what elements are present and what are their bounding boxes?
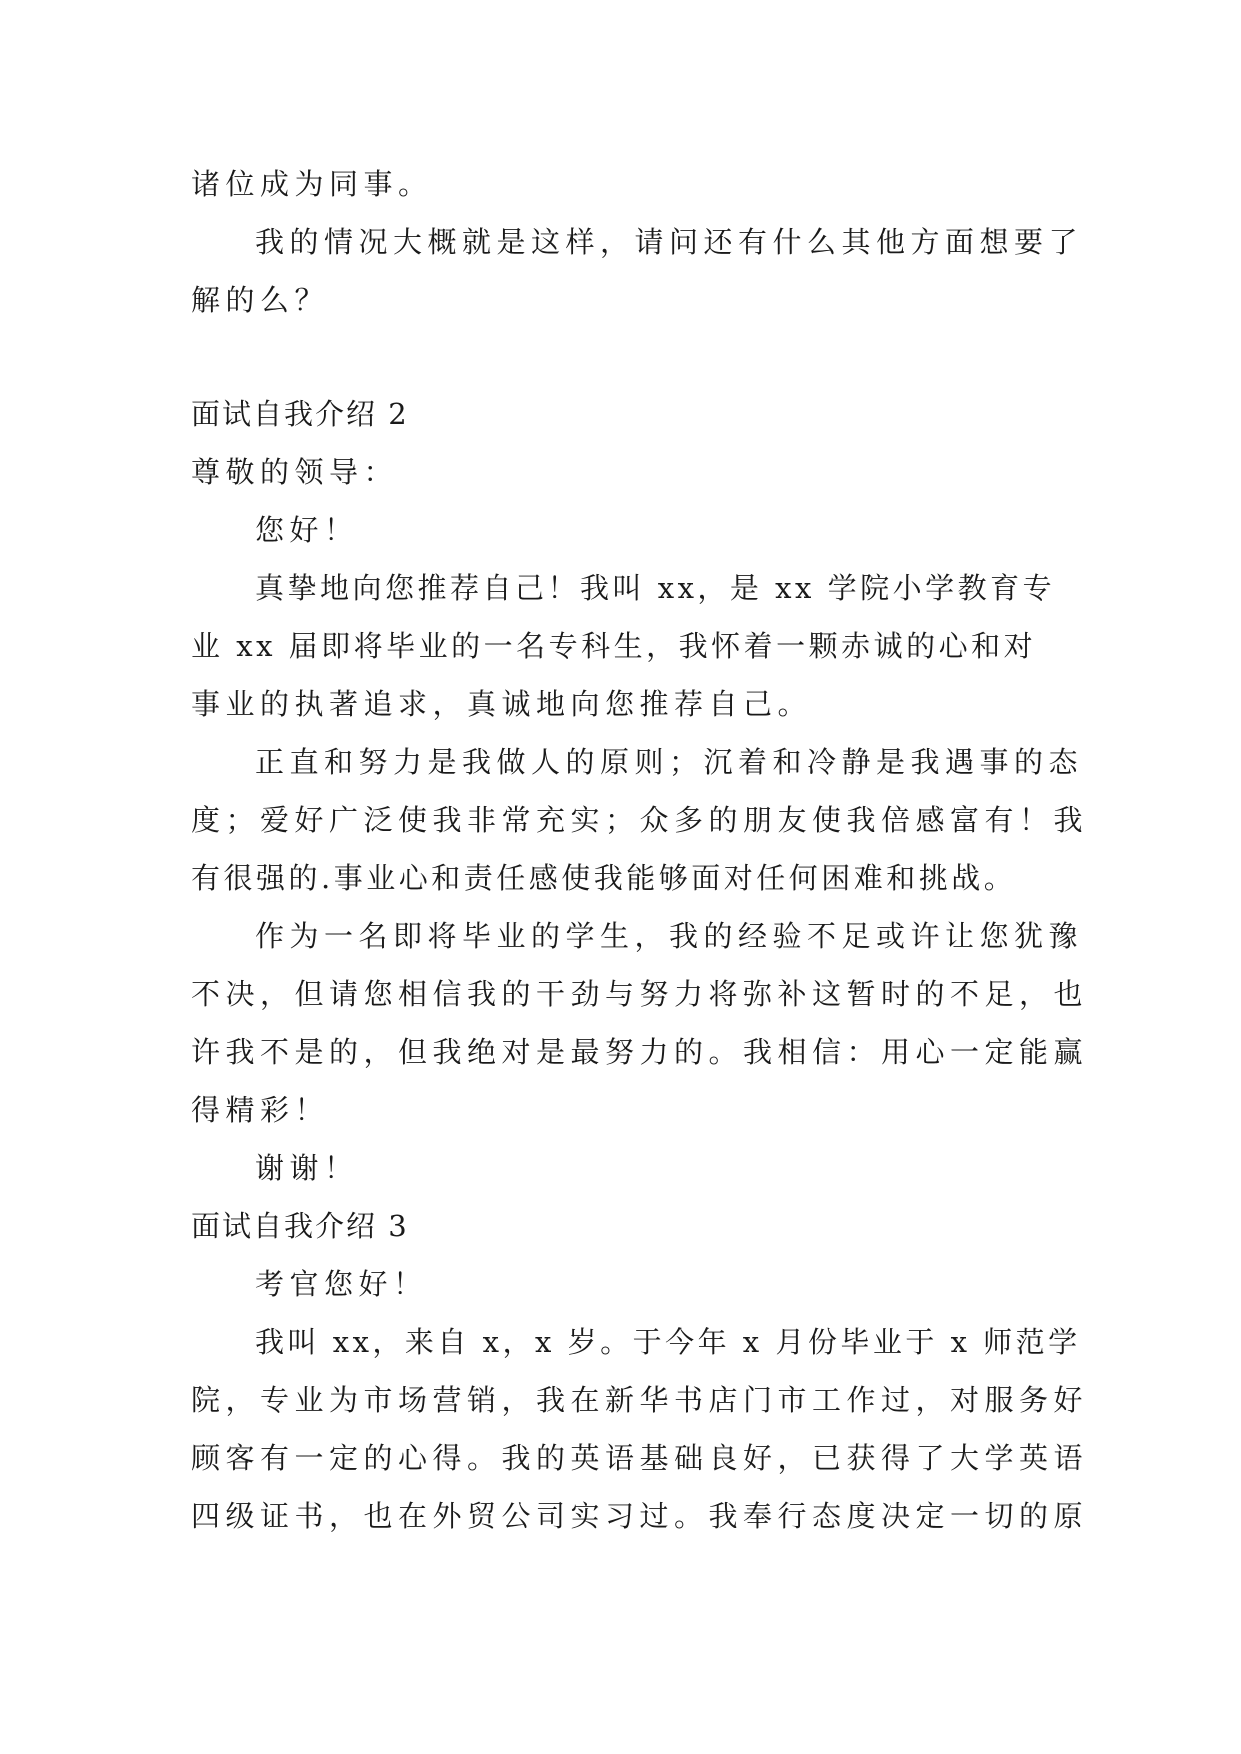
- paragraph-line: 有很强的.事业心和责任感使我能够面对任何困难和挑战。: [191, 861, 1017, 895]
- closing-line: 谢谢！: [255, 1151, 359, 1185]
- paragraph-line: 得精彩！: [191, 1093, 330, 1127]
- paragraph-line: 我的情况大概就是这样，请问还有什么其他方面想要了: [255, 225, 1084, 259]
- paragraph-line: 院，专业为市场营销，我在新华书店门市工作过，对服务好: [191, 1383, 1089, 1417]
- section-heading: 面试自我介绍 3: [191, 1209, 409, 1243]
- paragraph-line: 事业的执著追求，真诚地向您推荐自己。: [191, 687, 813, 721]
- paragraph-line: 真挚地向您推荐自己！我叫 xx，是 xx 学院小学教育专: [255, 571, 1056, 605]
- paragraph-line: 业 xx 届即将毕业的一名专科生，我怀着一颗赤诚的心和对: [191, 629, 1037, 663]
- paragraph-line: 顾客有一定的心得。我的英语基础良好，已获得了大学英语: [191, 1441, 1089, 1475]
- document-body: [191, 155, 1089, 1545]
- greeting: 考官您好！: [255, 1267, 428, 1301]
- paragraph-line: 作为一名即将毕业的学生，我的经验不足或许让您犹豫: [255, 919, 1084, 953]
- greeting: 您好！: [255, 513, 359, 547]
- paragraph-line: 解的么？: [191, 283, 330, 317]
- paragraph-line: 正直和努力是我做人的原则；沉着和冷静是我遇事的态: [255, 745, 1084, 779]
- paragraph-line: 我叫 xx，来自 x，x 岁。于今年 x 月份毕业于 x 师范学: [255, 1325, 1081, 1359]
- paragraph-line: 诸位成为同事。: [191, 167, 433, 201]
- salutation: 尊敬的领导：: [191, 455, 399, 489]
- paragraph-line: 许我不是的，但我绝对是最努力的。我相信：用心一定能赢: [191, 1035, 1089, 1069]
- paragraph-line: 四级证书，也在外贸公司实习过。我奉行态度决定一切的原: [191, 1499, 1089, 1533]
- section-heading: 面试自我介绍 2: [191, 397, 409, 431]
- paragraph-line: 度；爱好广泛使我非常充实；众多的朋友使我倍感富有！我: [191, 803, 1089, 837]
- paragraph-line: 不决，但请您相信我的干劲与努力将弥补这暂时的不足，也: [191, 977, 1089, 1011]
